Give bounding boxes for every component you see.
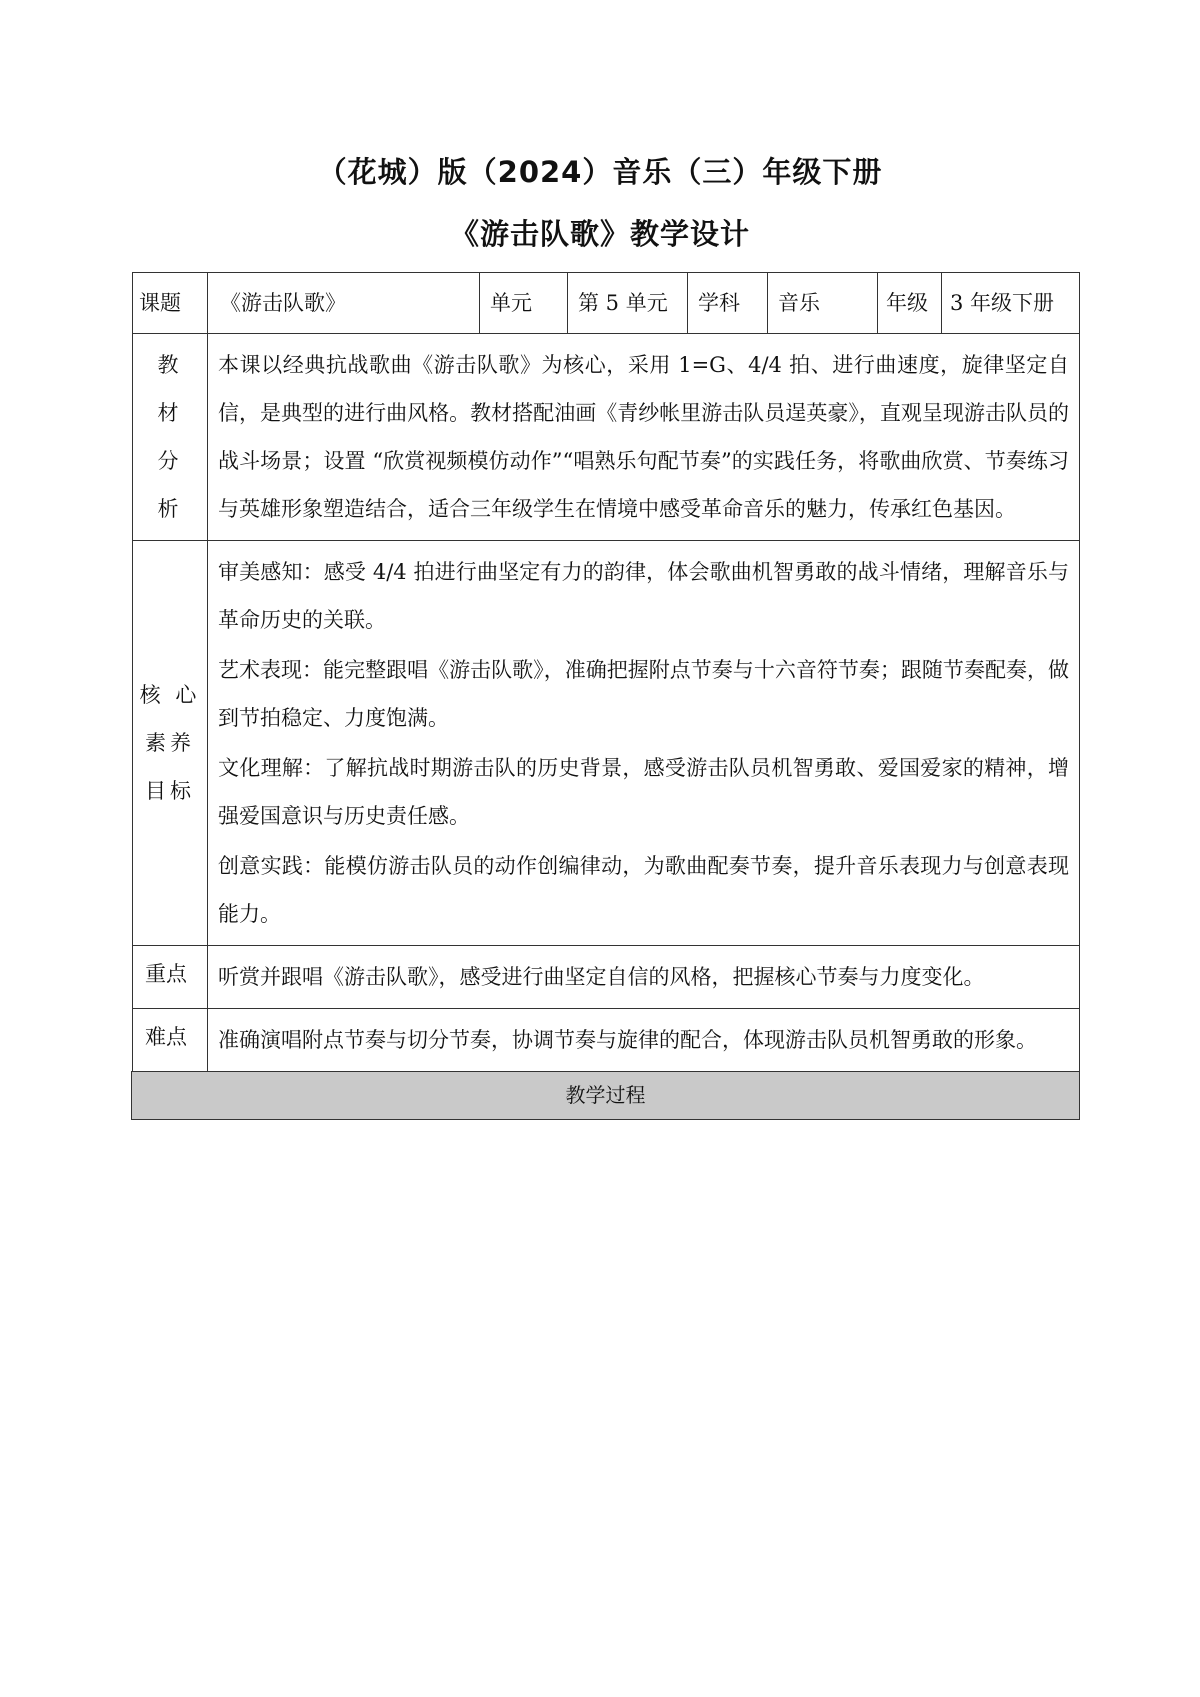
difficult-point-label-cell — [133, 1009, 208, 1072]
grade-value-cell — [942, 273, 1080, 334]
topic-label-cell — [133, 273, 208, 334]
core-goals-list — [208, 541, 1079, 945]
core-goals-label-line1: 核 心 — [139, 683, 201, 707]
material-analysis-label: 教 材 分析 — [157, 353, 183, 521]
subject-label-cell — [688, 273, 768, 334]
unit-value-cell — [568, 273, 688, 334]
difficult-point-content-cell — [208, 1009, 1080, 1072]
subject-value-cell — [768, 273, 878, 334]
document-title: （花城）版（2024）音乐（三）年级下册 — [317, 155, 883, 189]
goal-creative-practice: 创意实践：能模仿游击队员的动作创编律动，为歌曲配奏节奏，提升音乐表现力与创意表现能力。 — [218, 854, 1069, 926]
key-point-content-cell — [208, 946, 1080, 1009]
material-analysis-text: 本课以经典抗战歌曲《游击队歌》为核心，采用 1=G、4/4 拍、进行曲速度，旋律坚定自信，是典型的进行曲风格。教材搭配油画《青纱帐里游击队员逞英豪》，直观呈现游击队员的战斗场景；设置 “欣赏视频模仿动作”“唱熟乐句配节奏”的实践任务，将歌曲欣赏、节奏练习与英雄形象塑造结合，适合三年级学生在情境中感受革命音乐的魅力，传承红色基因。 — [218, 353, 1069, 521]
material-analysis-row — [133, 334, 1080, 541]
key-point-label: 重点 — [145, 962, 187, 986]
key-point-row — [133, 946, 1080, 1009]
key-point-label-cell — [133, 946, 208, 1009]
unit-value: 第 5 单元 — [578, 291, 668, 315]
subject-value: 音乐 — [778, 291, 820, 315]
grade-value: 3 年级下册 — [950, 291, 1055, 315]
grade-label: 年级 — [886, 291, 928, 315]
document-subtitle: 《游击队歌》教学设计 — [449, 217, 750, 251]
core-goals-label — [133, 671, 207, 815]
core-goals-content-cell — [208, 541, 1080, 946]
difficult-point-row — [133, 1009, 1080, 1072]
difficult-point-label: 难点 — [145, 1025, 187, 1049]
goal-artistic-expression: 艺术表现：能完整跟唱《游击队歌》，准确把握附点节奏与十六音符节奏；跟随节奏配奏，做到节拍稳定、力度饱满。 — [218, 658, 1069, 730]
subject-label: 学科 — [698, 291, 740, 315]
core-goals-label-line3: 目标 — [145, 779, 195, 803]
core-goals-row — [133, 541, 1080, 946]
lesson-info-table — [132, 272, 1080, 1072]
material-analysis-content-cell — [208, 334, 1080, 541]
core-goals-label-cell — [133, 541, 208, 946]
grade-label-cell — [878, 273, 942, 334]
topic-label: 课题 — [139, 291, 181, 315]
topic-value-cell — [208, 273, 480, 334]
material-analysis-label-cell — [133, 334, 208, 541]
goal-aesthetic-perception: 审美感知：感受 4/4 拍进行曲坚定有力的韵律，体会歌曲机智勇敢的战斗情绪，理解音乐与革命历史的关联。 — [218, 560, 1069, 632]
difficult-point-text: 准确演唱附点节奏与切分节奏，协调节奏与旋律的配合，体现游击队员机智勇敢的形象。 — [218, 1028, 1037, 1052]
header-row — [133, 273, 1080, 334]
unit-label-cell — [480, 273, 568, 334]
topic-value: 《游击队歌》 — [220, 291, 346, 315]
core-goals-label-line2: 素养 — [145, 731, 195, 755]
unit-label: 单元 — [490, 291, 532, 315]
teaching-process-header: 教学过程 — [131, 1071, 1080, 1120]
key-point-text: 听赏并跟唱《游击队歌》，感受进行曲坚定自信的风格，把握核心节奏与力度变化。 — [218, 965, 985, 989]
goal-cultural-understanding: 文化理解：了解抗战时期游击队的历史背景，感受游击队员机智勇敢、爱国爱家的精神，增强爱国意识与历史责任感。 — [218, 756, 1069, 828]
